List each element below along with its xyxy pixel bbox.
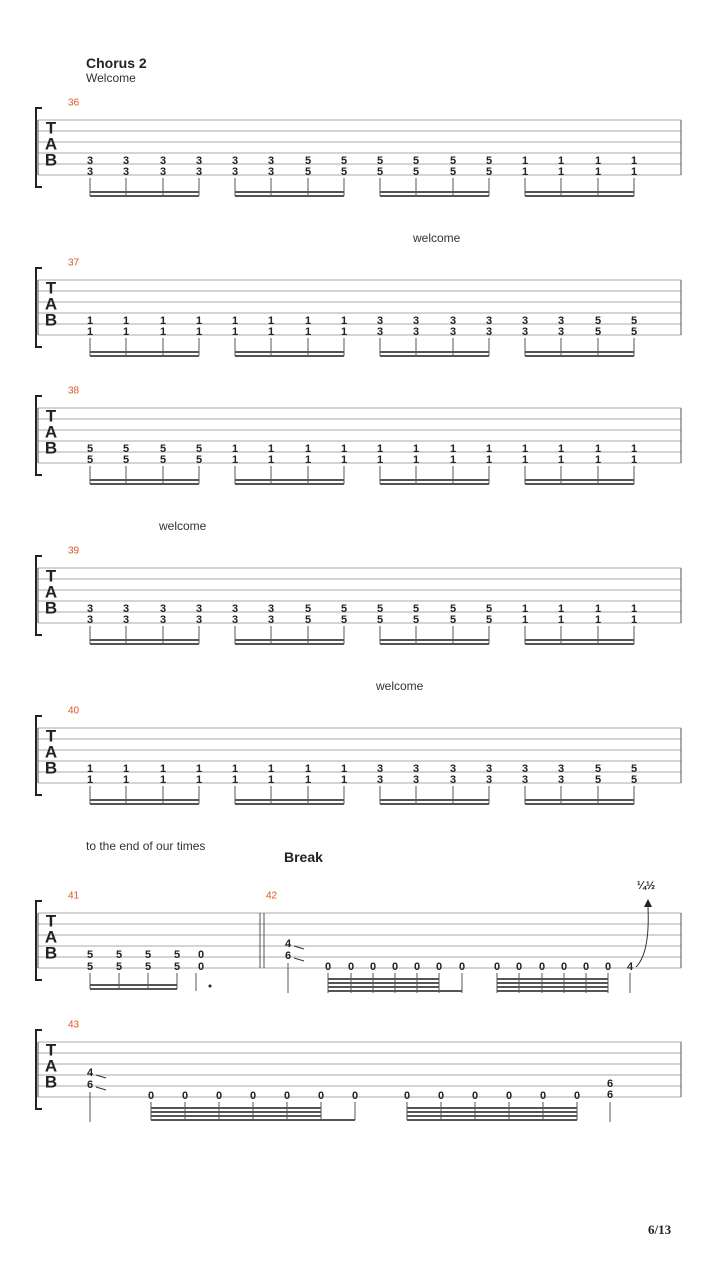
fret-number: 1 [557,602,565,615]
fret-number: 1 [449,442,457,455]
fret-number: 5 [122,453,130,466]
fret-number: 3 [122,165,130,178]
fret-number: 5 [449,613,457,626]
lyric-end-of-times: to the end of our times [86,839,206,853]
slide-mark [96,1087,106,1090]
fret-number: 1 [159,325,167,338]
fret-number: 5 [630,762,638,775]
fret-number: 1 [340,314,348,327]
fret-number: 5 [485,154,493,167]
fret-number: 3 [195,165,203,178]
fret-number: 3 [412,762,420,775]
lyric-welcome-4: welcome [376,679,424,693]
bend-arrow [644,899,652,907]
tab-letter: A [44,582,58,602]
fret-number: 0 [147,1089,155,1102]
fret-number: 1 [594,602,602,615]
fret-number: 5 [594,314,602,327]
fret-number: 0 [197,948,205,961]
measure-number-36: 36 [68,97,80,109]
fret-number: 6 [606,1088,614,1101]
bend-fret: 4 [626,960,634,973]
slide-mark [294,958,304,961]
fret-number: 1 [594,613,602,626]
fret-number: 5 [304,602,312,615]
measure-number-42: 42 [266,890,278,902]
fret-number: 5 [86,442,94,455]
fret-number: 1 [195,773,203,786]
fret-number: 1 [557,453,565,466]
fret-number: 0 [471,1089,479,1102]
fret-number: 1 [449,453,457,466]
fret-number: 3 [159,602,167,615]
fret-number: 1 [304,314,312,327]
lyric-welcome-3: welcome [159,519,207,533]
fret-number: 1 [267,453,275,466]
fret-number: 1 [485,442,493,455]
fret-number: 1 [557,442,565,455]
fret-number: 3 [485,762,493,775]
fret-number: 5 [630,314,638,327]
fret-number: 1 [485,453,493,466]
fret-number: 3 [86,154,94,167]
fret-number: 1 [159,773,167,786]
tab-letter: A [44,134,58,154]
measure-number-37: 37 [68,257,80,269]
measure-number-40: 40 [68,705,80,717]
fret-number: 3 [231,154,239,167]
fret-number: 0 [505,1089,513,1102]
fret-number: 5 [86,960,94,973]
fret-number: 3 [376,773,384,786]
fret-number: 5 [159,453,167,466]
fret-number: 5 [376,613,384,626]
fret-number: 3 [195,613,203,626]
fret-number: 1 [86,314,94,327]
fret-number: 3 [231,602,239,615]
fret-number: 5 [594,762,602,775]
fret-number: 1 [521,442,529,455]
fret-number: 0 [347,960,355,973]
tab-letter: B [44,598,58,618]
fret-number: 5 [412,602,420,615]
fret-number: 3 [267,154,275,167]
tab-letter: A [44,742,58,762]
section-title-break: Break [284,849,323,865]
fret-number: 1 [122,314,130,327]
fret-number: 0 [604,960,612,973]
fret-number: 5 [340,602,348,615]
tab-letter: B [44,150,58,170]
fret-number: 1 [231,314,239,327]
fret-number: 5 [340,165,348,178]
fret-number: 5 [304,613,312,626]
measure-number-38: 38 [68,385,80,397]
fret-number: 5 [115,960,123,973]
fret-number: 5 [412,613,420,626]
measure-number-41: 41 [68,890,80,902]
fret-number: 0 [403,1089,411,1102]
tab-letter: B [44,758,58,778]
fret-number: 5 [304,165,312,178]
fret-number: 0 [369,960,377,973]
fret-number: 1 [630,442,638,455]
fret-number: 1 [340,442,348,455]
fret-number: 1 [122,325,130,338]
fret-number: 3 [267,602,275,615]
fret-number: 5 [115,948,123,961]
tab-letter: B [44,310,58,330]
bend-curve [636,907,648,967]
fret-number: 0 [317,1089,325,1102]
fret-number: 3 [159,613,167,626]
fret-number: 3 [86,613,94,626]
lyric-welcome-2: welcome [413,231,461,245]
fret-number: 1 [376,453,384,466]
fret-number: 1 [159,314,167,327]
fret-number: 3 [485,773,493,786]
tab-letter: T [45,911,57,931]
fret-number: 5 [449,602,457,615]
fret-number: 3 [557,762,565,775]
fret-number: 3 [449,325,457,338]
fret-number: 1 [521,154,529,167]
fret-number: 0 [435,960,443,973]
fret-number: 1 [122,773,130,786]
fret-number: 1 [557,154,565,167]
fret-number: 3 [521,325,529,338]
fret-number: 1 [267,762,275,775]
fret-number: 3 [557,773,565,786]
fret-number: 1 [304,762,312,775]
fret-number: 3 [449,762,457,775]
fret-number: 5 [412,154,420,167]
fret-number: 5 [304,154,312,167]
fret-number: 5 [485,602,493,615]
fret-number: 1 [594,453,602,466]
fret-number: 3 [122,154,130,167]
fret-number: 3 [231,613,239,626]
fret-number: 5 [340,613,348,626]
fret-number: 5 [630,325,638,338]
fret-number: 3 [86,165,94,178]
tab-letter: T [45,118,57,138]
fret-number: 1 [304,453,312,466]
fret-number: 3 [86,602,94,615]
fret-number: 0 [539,1089,547,1102]
fret-number: 3 [376,762,384,775]
tab-letter: T [45,406,57,426]
fret-number: 0 [538,960,546,973]
fret-number: 1 [340,325,348,338]
fret-number: 3 [449,314,457,327]
fret-number: 0 [391,960,399,973]
fret-number: 5 [412,165,420,178]
fret-number: 1 [231,762,239,775]
bend-label: ¼½ [636,879,656,892]
fret-number: 1 [122,762,130,775]
fret-number: 1 [340,453,348,466]
fret-number: 1 [521,453,529,466]
fret-number: 1 [630,613,638,626]
fret-number: 1 [630,602,638,615]
fret-number: 5 [376,165,384,178]
fret-number: 0 [215,1089,223,1102]
fret-number: 1 [376,442,384,455]
fret-number: 5 [376,602,384,615]
fret-number: 1 [304,773,312,786]
fret-number: 1 [304,325,312,338]
fret-number: 0 [493,960,501,973]
fret-number: 5 [86,948,94,961]
fret-number: 5 [340,154,348,167]
fret-number: 5 [449,165,457,178]
fret-number: 1 [231,453,239,466]
fret-number: 1 [86,325,94,338]
fret-number: 5 [485,165,493,178]
tab-letter: T [45,278,57,298]
fret-number: 3 [485,325,493,338]
fret-number: 1 [340,762,348,775]
fret-number: 1 [557,613,565,626]
fret-number: 3 [376,314,384,327]
fret-number: 3 [521,762,529,775]
fret-number: 3 [195,154,203,167]
fret-number: 5 [376,154,384,167]
fret-number: 5 [449,154,457,167]
fret-number: 0 [573,1089,581,1102]
fret-number: 3 [412,773,420,786]
tab-letter: A [44,927,58,947]
fret-number: 1 [521,613,529,626]
fret-number: 3 [412,314,420,327]
fret-number: 1 [412,453,420,466]
measure-number-39: 39 [68,545,80,557]
fret-number: 3 [159,154,167,167]
fret-number: 5 [195,442,203,455]
fret-number: 1 [267,325,275,338]
tab-letter: B [44,943,58,963]
fret-number: 0 [283,1089,291,1102]
fret-number: 1 [231,325,239,338]
fret-number: 5 [144,960,152,973]
fret-number: 3 [557,314,565,327]
fret-number: 0 [515,960,523,973]
dot [209,985,212,988]
fret-number: 5 [594,773,602,786]
fret-number: 0 [351,1089,359,1102]
fret-number: 1 [412,442,420,455]
fret-number: 0 [413,960,421,973]
fret-number: 3 [449,773,457,786]
fret-number: 1 [231,773,239,786]
fret-number: 6 [86,1078,94,1091]
fret-number: 5 [485,613,493,626]
fret-number: 0 [560,960,568,973]
section-title-chorus-2: Chorus 2 [86,55,147,71]
fret-number: 0 [249,1089,257,1102]
fret-number: 4 [284,937,292,950]
tab-letter: A [44,422,58,442]
fret-number: 1 [304,442,312,455]
fret-number: 5 [159,442,167,455]
fret-number: 3 [376,325,384,338]
fret-number: 1 [195,762,203,775]
fret-number: 0 [181,1089,189,1102]
fret-number: 5 [86,453,94,466]
fret-number: 1 [231,442,239,455]
fret-number: 5 [173,948,181,961]
fret-number: 0 [437,1089,445,1102]
fret-number: 3 [267,613,275,626]
fret-number: 0 [458,960,466,973]
fret-number: 1 [86,773,94,786]
tab-letter: A [44,294,58,314]
fret-number: 1 [594,442,602,455]
fret-number: 1 [594,154,602,167]
fret-number: 3 [122,602,130,615]
fret-number: 1 [557,165,565,178]
fret-number: 1 [267,773,275,786]
fret-number: 0 [324,960,332,973]
fret-number: 1 [267,314,275,327]
fret-number: 1 [195,314,203,327]
fret-number: 5 [173,960,181,973]
fret-number: 3 [195,602,203,615]
fret-number: 3 [122,613,130,626]
fret-number: 6 [284,949,292,962]
fret-number: 1 [521,165,529,178]
fret-number: 5 [594,325,602,338]
fret-number: 1 [267,442,275,455]
fret-number: 0 [582,960,590,973]
tab-letter: T [45,726,57,746]
fret-number: 3 [412,325,420,338]
fret-number: 5 [144,948,152,961]
fret-number: 1 [594,165,602,178]
fret-number: 0 [197,960,205,973]
fret-number: 1 [159,762,167,775]
fret-number: 1 [86,762,94,775]
fret-number: 5 [630,773,638,786]
tab-letter: A [44,1056,58,1076]
fret-number: 4 [86,1066,94,1079]
fret-number: 3 [485,314,493,327]
fret-number: 6 [606,1077,614,1090]
fret-number: 1 [630,453,638,466]
tab-letter: T [45,566,57,586]
fret-number: 5 [195,453,203,466]
fret-number: 3 [231,165,239,178]
fret-number: 3 [557,325,565,338]
fret-number: 1 [630,154,638,167]
fret-number: 3 [267,165,275,178]
measure-number-43: 43 [68,1019,80,1031]
fret-number: 1 [630,165,638,178]
fret-number: 3 [521,314,529,327]
fret-number: 1 [340,773,348,786]
fret-number: 5 [122,442,130,455]
fret-number: 1 [521,602,529,615]
page-number: 6/13 [648,1222,672,1237]
fret-number: 3 [159,165,167,178]
tab-letter: B [44,1072,58,1092]
tab-letter: T [45,1040,57,1060]
lyric-welcome-1: Welcome [86,71,136,85]
fret-number: 3 [521,773,529,786]
fret-number: 1 [195,325,203,338]
tab-letter: B [44,438,58,458]
